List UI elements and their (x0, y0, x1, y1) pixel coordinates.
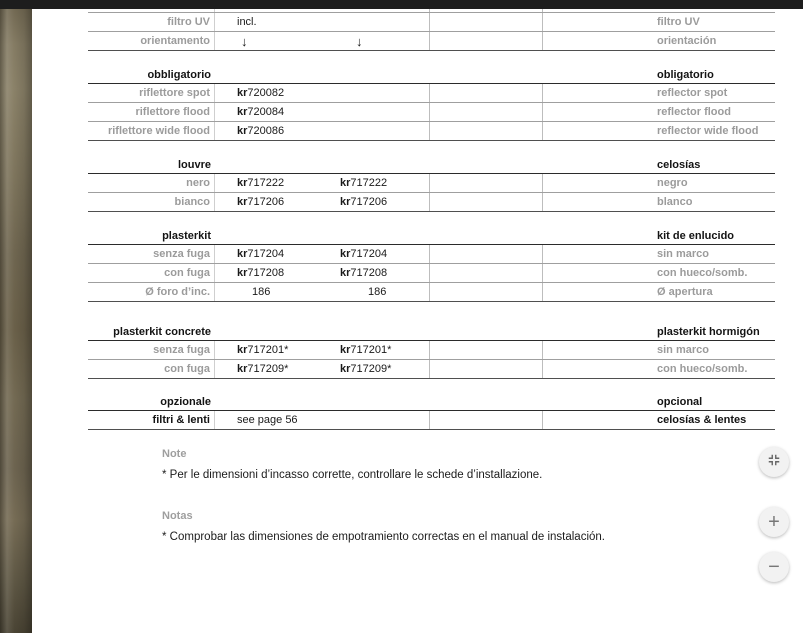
row-label-it: nero (88, 174, 215, 192)
section-header-row (88, 65, 775, 84)
row-label-es: con hueco/somb. (657, 266, 748, 279)
section-header-value-col-4 (543, 322, 655, 340)
section-header-value-col-1 (215, 226, 320, 244)
table-row (88, 174, 775, 193)
value-col-1: kr 720082 (237, 86, 285, 99)
table-row (88, 193, 775, 212)
row-label-es: con hueco/somb. (657, 362, 748, 375)
row-label-es: Ø apertura (657, 285, 713, 298)
section-header-row-label-it: plasterkit (162, 230, 211, 242)
section-header-row-label-es: celosías (657, 159, 701, 171)
compress-icon (767, 453, 781, 472)
value-col-2: 186 (320, 283, 430, 301)
value-col-1: kr 717204 (237, 247, 285, 260)
value-col-4 (543, 84, 655, 102)
value-col-2 (320, 13, 430, 31)
value-col-1: 186 (252, 285, 271, 298)
value-col-4 (543, 32, 655, 50)
value-col-4 (543, 174, 655, 192)
value-col-3 (430, 193, 543, 211)
value-col-1: kr 717222 (237, 176, 285, 189)
table-row (88, 360, 775, 379)
table-row (88, 283, 775, 302)
value-col-4 (543, 13, 655, 31)
value-col-2: kr 717208 (320, 264, 430, 282)
table-section-louvre (88, 155, 775, 212)
value-col-3 (430, 245, 543, 263)
value-col-2: kr 717209* (320, 360, 430, 378)
note-text-it: * Per le dimensioni d’incasso corrette, controllare le schede d’installazione. (162, 469, 543, 481)
section-header-value-col-3 (430, 155, 543, 173)
table-row (88, 13, 775, 32)
section-header-value-col-1 (215, 155, 320, 173)
section-header-value-col-2 (320, 322, 430, 340)
orientation-arrow-icon: ↓ (241, 33, 248, 49)
section-header-value-col-2 (320, 155, 430, 173)
section-header-row (88, 155, 775, 174)
row-label-es: reflector flood (657, 105, 731, 118)
section-header-value-col-2 (320, 392, 430, 410)
value-col-1: kr 717206 (237, 195, 285, 208)
value-col-3 (430, 13, 543, 31)
row-label-it: Ø foro d’inc. (88, 283, 215, 301)
row-label-it: orientamento (88, 32, 215, 50)
value-col-3 (430, 122, 543, 140)
value-col-3 (430, 283, 543, 301)
value-col-1: incl. (237, 15, 257, 28)
section-header-value-col-4 (543, 392, 655, 410)
value-col-4 (543, 193, 655, 211)
table-row (88, 122, 775, 141)
table-row (88, 341, 775, 360)
value-col-4 (543, 103, 655, 121)
value-col-1: kr 717201* (237, 343, 289, 356)
value-col-1: kr 720086 (237, 124, 285, 137)
plus-icon: + (768, 511, 780, 533)
value-col-4 (543, 360, 655, 378)
section-header-value-col-3 (430, 226, 543, 244)
value-col-1: kr 717209* (237, 362, 289, 375)
note-title-es: Notas (162, 510, 193, 522)
section-header-row-label-es: obligatorio (657, 69, 714, 81)
value-col-4 (543, 341, 655, 359)
section-header-row-label-es: plasterkit hormigón (657, 326, 760, 338)
table-section-mandatory (88, 65, 775, 141)
value-col-3 (430, 103, 543, 121)
section-header-row-label-it: plasterkit concrete (113, 326, 211, 338)
table-row (88, 245, 775, 264)
orientation-arrow-icon: ↓ (320, 32, 430, 50)
section-header-value-col-2 (320, 226, 430, 244)
value-col-2 (320, 84, 430, 102)
value-col-1: see page 56 (237, 413, 298, 426)
value-col-4 (543, 264, 655, 282)
value-col-3 (430, 32, 543, 50)
row-label-es: sin marco (657, 343, 709, 356)
top-bar (0, 0, 803, 9)
value-col-3 (430, 84, 543, 102)
section-header-row (88, 392, 775, 411)
value-col-1: kr 720084 (237, 105, 285, 118)
table-row (88, 84, 775, 103)
section-header-value-col-3 (430, 392, 543, 410)
row-label-it: riflettore wide flood (88, 122, 215, 140)
row-label-es: negro (657, 176, 688, 189)
table-section-concrete (88, 322, 775, 379)
notes-block (162, 448, 682, 545)
value-col-4 (543, 122, 655, 140)
row-label-es: blanco (657, 195, 693, 208)
table-row (88, 264, 775, 283)
section-header-row-label-es: kit de enlucido (657, 230, 735, 242)
section-header-row-label-it: louvre (177, 159, 211, 171)
row-label-it: senza fuga (88, 341, 215, 359)
row-label-es: reflector spot (657, 86, 728, 99)
row-label-es: reflector wide flood (657, 124, 759, 137)
row-label-it: senza fuga (88, 245, 215, 263)
row-label-es: sin marco (657, 247, 709, 260)
value-col-3 (430, 341, 543, 359)
zoom-out-button[interactable] (759, 552, 789, 582)
section-header-row-label-it: opzionale (160, 396, 211, 408)
section-header-value-col-3 (430, 65, 543, 83)
zoom-in-button[interactable] (759, 507, 789, 537)
fit-to-page-button[interactable] (759, 447, 789, 477)
value-col-3 (430, 411, 543, 429)
value-col-2: kr 717206 (320, 193, 430, 211)
table-section-optional (88, 392, 775, 430)
section-header-row (88, 226, 775, 245)
value-col-4 (543, 245, 655, 263)
spec-table (88, 0, 775, 430)
value-col-3 (430, 360, 543, 378)
section-header-value-col-1 (215, 322, 320, 340)
table-section-plasterkit (88, 226, 775, 302)
section-header-value-col-3 (430, 322, 543, 340)
row-label-it: filtri & lenti (88, 411, 215, 429)
section-header-value-col-4 (543, 65, 655, 83)
table-row (88, 32, 775, 51)
note-title-it: Note (162, 448, 187, 460)
value-col-4 (543, 283, 655, 301)
row-label-es: celosías & lentes (657, 413, 747, 426)
minus-icon: − (768, 556, 780, 578)
value-col-3 (430, 264, 543, 282)
section-header-value-col-2 (320, 65, 430, 83)
value-col-1: kr 717208 (237, 266, 285, 279)
row-label-it: riflettore flood (88, 103, 215, 121)
row-label-it: riflettore spot (88, 84, 215, 102)
table-row (88, 103, 775, 122)
row-label-it: con fuga (88, 360, 215, 378)
section-header-value-col-1 (215, 392, 320, 410)
adjacent-page-edge[interactable] (0, 0, 32, 633)
value-col-4 (543, 411, 655, 429)
section-header-value-col-4 (543, 155, 655, 173)
table-row (88, 411, 775, 430)
section-header-row (88, 322, 775, 341)
section-header-value-col-4 (543, 226, 655, 244)
section-header-row-label-it: obbligatorio (147, 69, 211, 81)
row-label-es: orientación (657, 34, 717, 47)
section-header-row-label-es: opcional (657, 396, 703, 408)
value-col-2 (320, 122, 430, 140)
value-col-2: kr 717201* (320, 341, 430, 359)
row-label-it: bianco (88, 193, 215, 211)
note-gap (162, 483, 682, 510)
note-text-es: * Comprobar las dimensiones de empotramiento correctas en el manual de instalación. (162, 531, 605, 543)
value-col-3 (430, 174, 543, 192)
row-label-es: filtro UV (657, 15, 700, 28)
value-col-2: kr 717222 (320, 174, 430, 192)
value-col-2: kr 717204 (320, 245, 430, 263)
row-label-it: filtro UV (88, 13, 215, 31)
value-col-2 (320, 103, 430, 121)
value-col-2 (320, 411, 430, 429)
section-header-value-col-1 (215, 65, 320, 83)
row-label-it: con fuga (88, 264, 215, 282)
